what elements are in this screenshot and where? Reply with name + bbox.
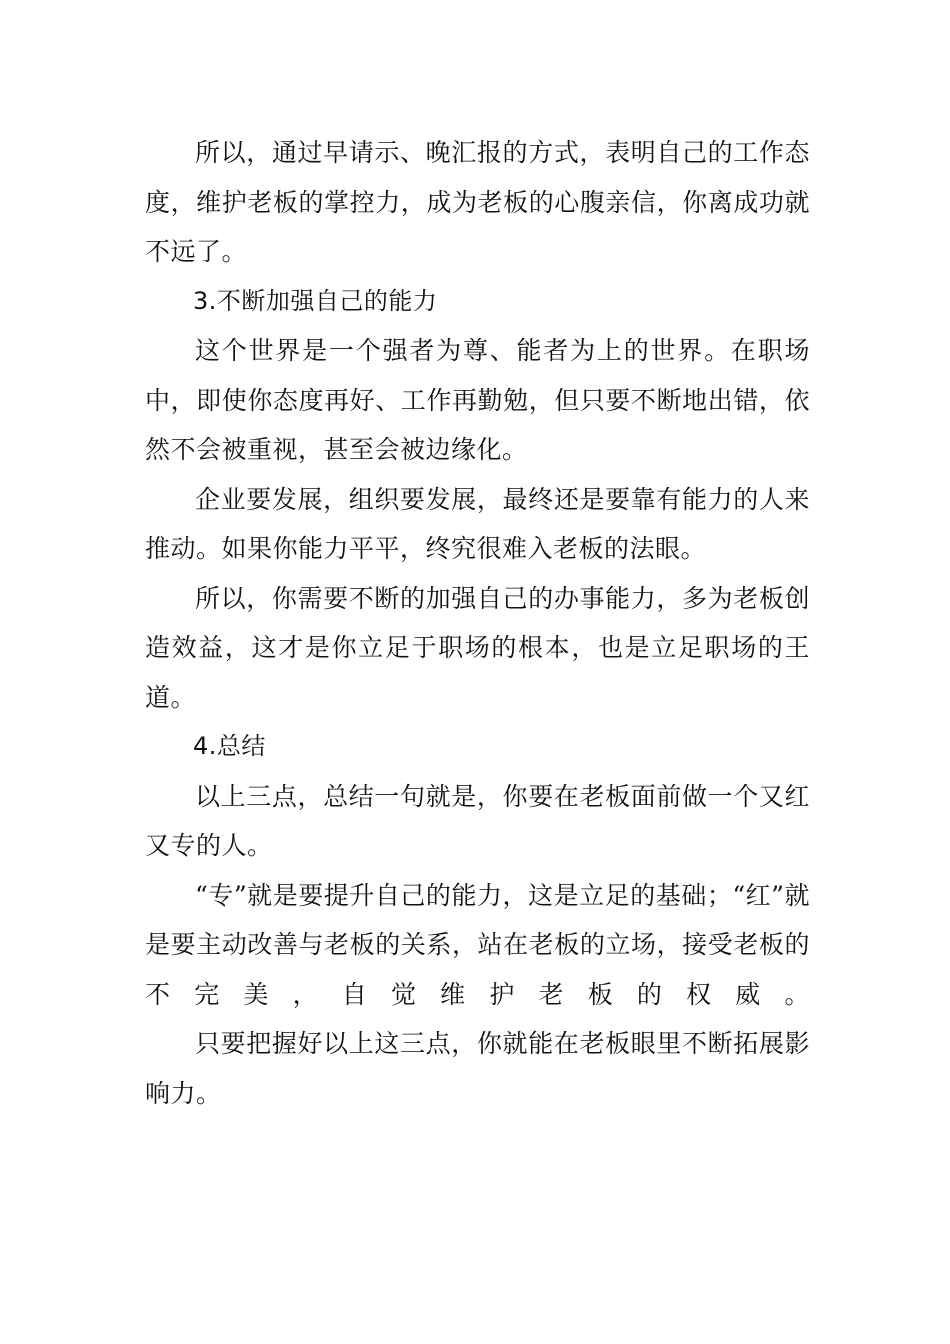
section-heading-ability: 3.不断加强自己的能力	[193, 286, 438, 315]
paragraph-enterprise-development: 企业要发展，组织要发展，最终还是要靠有能力的人来推动。如果你能力平平，终究很难入老板的法眼。	[145, 484, 810, 563]
paragraph-red-expert-definition: “专”就是要提升自己的能力，这是立足的基础；“红”就是要主动改善与老板的关系，站在老板的立场，接受老板的不完美，自觉维护老板的权威。	[145, 880, 810, 1009]
paragraph-summary-red-and-expert: 以上三点，总结一句就是，你要在老板面前做一个又红又专的人。	[145, 781, 810, 860]
document-body	[145, 128, 810, 1118]
paragraph-conclusion-loyalty: 所以，通过早请示、晚汇报的方式，表明自己的工作态度，维护老板的掌控力，成为老板的心腹亲信，你离成功就不远了。	[145, 138, 810, 266]
paragraph-improve-ability: 所以，你需要不断的加强自己的办事能力，多为老板创造效益，这才是你立足于职场的根本，也是立足职场的王道。	[145, 583, 810, 712]
paragraph-strong-world: 这个世界是一个强者为尊、能者为上的世界。在职场中，即使你态度再好、工作再勤勉，但只要不断地出错，依然不会被重视，甚至会被边缘化。	[145, 336, 810, 464]
paragraph-closing: 只要把握好以上这三点，你就能在老板眼里不断拓展影响力。	[145, 1029, 810, 1108]
section-heading-summary: 4.总结	[193, 732, 266, 760]
